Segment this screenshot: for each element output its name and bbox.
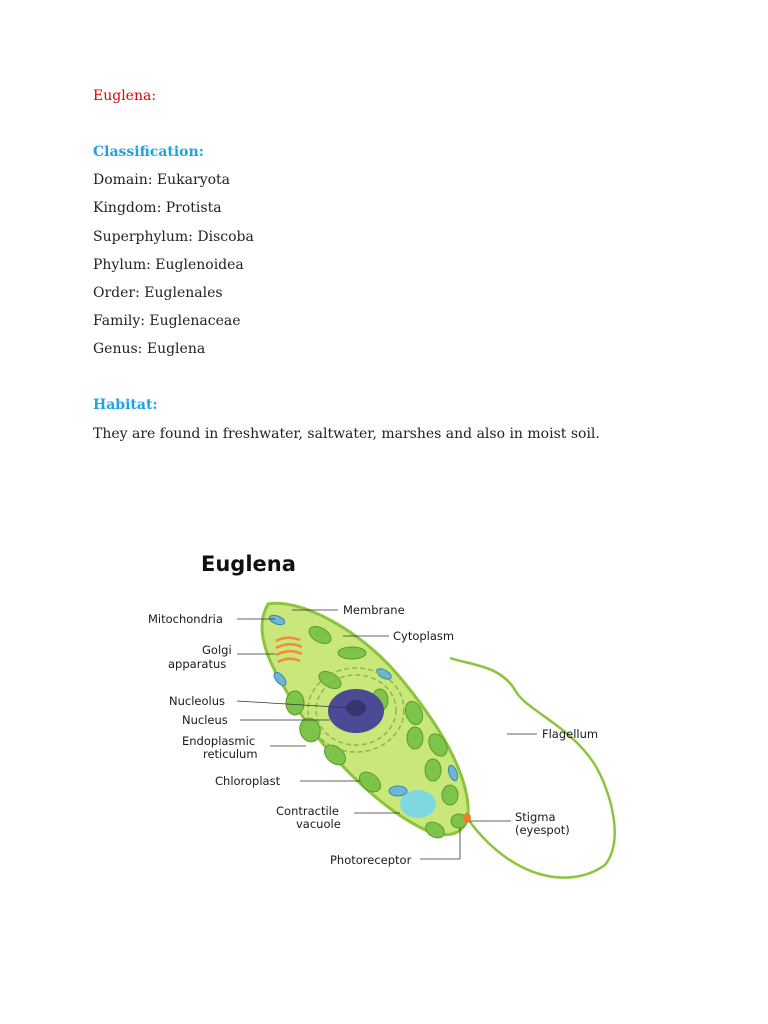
- label-nucleus: Nucleus: [182, 713, 228, 727]
- label-er-line1: Endoplasmic: [182, 734, 256, 748]
- label-photoreceptor: Photoreceptor: [330, 853, 412, 867]
- label-nucleolus: Nucleolus: [169, 694, 225, 708]
- label-golgi-line2: apparatus: [168, 657, 227, 671]
- classification-kingdom: Kingdom: Protista: [93, 200, 222, 216]
- contractile-vacuole: [400, 790, 436, 818]
- label-er-line2: reticulum: [203, 747, 258, 761]
- label-membrane: Membrane: [343, 603, 405, 617]
- label-golgi-line1: Golgi: [202, 643, 232, 657]
- diagram-title: Euglena: [201, 552, 296, 576]
- label-stigma-line2: (eyespot): [515, 823, 570, 837]
- euglena-diagram: [130, 540, 630, 900]
- label-vacuole-line1: Contractile: [276, 804, 339, 818]
- label-flagellum: Flagellum: [542, 727, 599, 741]
- label-stigma-line1: Stigma: [515, 810, 556, 824]
- classification-family: Family: Euglenaceae: [93, 313, 241, 329]
- label-cytoplasm: Cytoplasm: [393, 629, 455, 643]
- classification-order: Order: Euglenales: [93, 285, 223, 301]
- classification-superphylum: Superphylum: Discoba: [93, 229, 254, 245]
- habitat-text: They are found in freshwater, saltwater, marshes and also in moist soil.: [93, 426, 600, 442]
- classification-genus: Genus: Euglena: [93, 341, 206, 357]
- label-chloroplast: Chloroplast: [215, 774, 281, 788]
- classification-heading: Classification:: [93, 144, 204, 160]
- habitat-heading: Habitat:: [93, 397, 158, 413]
- classification-phylum: Phylum: Euglenoidea: [93, 257, 244, 273]
- stigma: [463, 813, 471, 823]
- document-title: Euglena:: [93, 88, 157, 104]
- flagellum: [450, 658, 615, 878]
- label-mitochondria: Mitochondria: [148, 612, 223, 626]
- classification-domain: Domain: Eukaryota: [93, 172, 231, 188]
- label-vacuole-line2: vacuole: [296, 817, 341, 831]
